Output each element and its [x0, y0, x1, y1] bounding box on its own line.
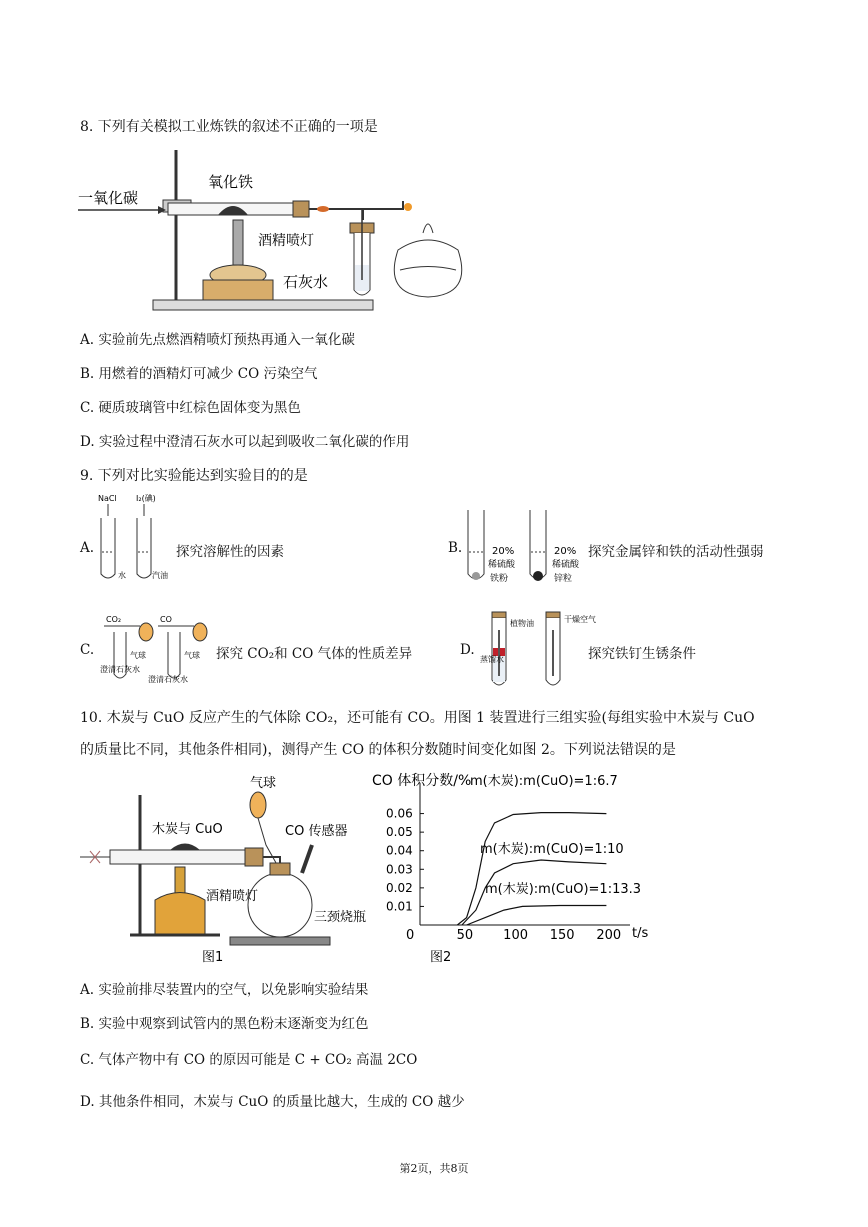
fig1-balloon-label: 气球 — [250, 776, 277, 791]
q9-b-conc1: 20% — [492, 546, 515, 557]
q9-b-iron: 铁粉 — [490, 574, 509, 584]
chart-y-tick: 0.02 — [386, 880, 413, 895]
q10-fig2-chart — [370, 765, 650, 965]
q9-d-water: 蒸馏水 — [480, 655, 504, 664]
q9-option-d-text: 探究铁钉生锈条件 — [588, 646, 696, 662]
lamp-label: 酒精喷灯 — [258, 233, 314, 249]
q9-c-limewater1: 澄清石灰水 — [100, 665, 140, 674]
q9-option-c-letter: C. — [80, 642, 95, 658]
q8-option-b: B. 用燃着的酒精灯可减少 CO 污染空气 — [80, 366, 318, 382]
q9-b-conc2: 20% — [554, 546, 577, 557]
q9-option-c-text: 探究 CO₂和 CO 气体的性质差异 — [216, 646, 413, 662]
q10-option-a: A. 实验前排尽装置内的空气，以免影响实验结果 — [80, 982, 369, 998]
q10-stem-line2: 的质量比不同，其他条件相同)，测得产生 CO 的体积分数随时间变化如图 2。下列说法错误的是 — [80, 742, 676, 758]
q9-c-limewater2: 澄清石灰水 — [148, 675, 188, 684]
fe2o3-label: 氧化铁 — [208, 173, 254, 191]
chart-series-label: m(木炭):m(CuO)=1:13.3 — [485, 882, 642, 897]
co-label: 一氧化碳 — [78, 189, 139, 207]
chart-x-tick: 200 — [596, 928, 622, 943]
q9-c-co: CO — [160, 615, 172, 624]
chart-series-line — [457, 813, 606, 925]
q10-stem-line1: 10. 木炭与 CuO 反应产生的气体除 CO₂，还可能有 CO。用图 1 装置进行三组实验(每组实验中木炭与 CuO — [80, 710, 755, 726]
fig1-lamp-label: 酒精喷灯 — [206, 889, 259, 904]
q9-a-figure — [96, 492, 166, 584]
q9-option-b-text: 探究金属锌和铁的活动性强弱 — [588, 544, 764, 560]
chart-y-tick: 0.04 — [386, 843, 413, 858]
chart-x-tick: 100 — [503, 928, 529, 943]
q9-c-figure — [100, 612, 218, 692]
q9-b-acid2: 稀硫酸 — [552, 560, 580, 570]
q8-apparatus-figure — [78, 145, 478, 315]
q10-option-b: B. 实验中观察到试管内的黑色粉末逐渐变为红色 — [80, 1016, 369, 1032]
q9-stem: 9. 下列对比实验能达到实验目的的是 — [80, 468, 308, 484]
chart-title: CO 体积分数/% — [372, 773, 472, 789]
chart-y-tick: 0.06 — [386, 806, 413, 821]
q9-c-co2: CO₂ — [106, 615, 122, 624]
q9-c-balloon2: 气球 — [184, 651, 200, 660]
fig1-reactant-label: 木炭与 CuO — [152, 822, 223, 837]
q9-a-water: 水 — [118, 571, 126, 580]
chart-series-label: m(木炭):m(CuO)=1:10 — [480, 842, 624, 857]
fig1-caption: 图1 — [202, 950, 224, 965]
chart-series-label: m(木炭):m(CuO)=1:6.7 — [470, 774, 618, 789]
q9-option-a-text: 探究溶解性的因素 — [176, 544, 284, 560]
chart-xlabel: t/s — [632, 926, 649, 941]
fig1-sensor-label: CO 传感器 — [285, 824, 348, 839]
q8-option-d: D. 实验过程中澄清石灰水可以起到吸收二氧化碳的作用 — [80, 434, 410, 450]
q9-b-acid1: 稀硫酸 — [488, 560, 516, 570]
chart-x-tick: 0 — [406, 928, 415, 943]
q10-fig1 — [80, 775, 370, 965]
fig1-flask-label: 三颈烧瓶 — [314, 910, 367, 925]
q9-option-a-letter: A. — [80, 540, 95, 556]
q9-a-iodine: I₂(碘) — [136, 494, 156, 503]
q9-option-b-letter: B. — [448, 540, 463, 556]
q9-d-air: 干燥空气 — [564, 615, 596, 624]
limewater-label: 石灰水 — [283, 273, 329, 291]
chart-x-tick: 50 — [456, 928, 474, 943]
q8-stem: 8. 下列有关模拟工业炼铁的叙述不正确的一项是 — [80, 119, 378, 135]
q9-a-gasoline: 汽油 — [152, 571, 168, 580]
q9-option-d-letter: D. — [460, 642, 475, 658]
q8-option-c: C. 硬质玻璃管中红棕色固体变为黑色 — [80, 400, 301, 416]
chart-x-tick: 150 — [549, 928, 575, 943]
chart-caption: 图2 — [430, 950, 452, 965]
q8-option-a: A. 实验前先点燃酒精喷灯预热再通入一氧化碳 — [80, 332, 355, 348]
q9-b-zinc: 锌粒 — [554, 574, 573, 584]
chart-y-tick: 0.05 — [386, 825, 413, 840]
q9-a-nacl: NaCl — [98, 494, 117, 503]
q9-c-balloon1: 气球 — [130, 651, 146, 660]
q9-b-figure — [460, 506, 590, 586]
q9-d-oil: 植物油 — [510, 619, 534, 628]
chart-y-tick: 0.01 — [386, 899, 413, 914]
chart-y-tick: 0.03 — [386, 862, 413, 877]
q10-option-d: D. 其他条件相同，木炭与 CuO 的质量比越大，生成的 CO 越少 — [80, 1094, 465, 1110]
q10-option-c: C. 气体产物中有 CO 的原因可能是 C + CO₂ 高温 2CO — [80, 1052, 418, 1068]
chart-series-line — [467, 906, 607, 926]
page-footer: 第2页，共8页 — [399, 1162, 469, 1175]
q9-d-figure — [480, 610, 596, 692]
